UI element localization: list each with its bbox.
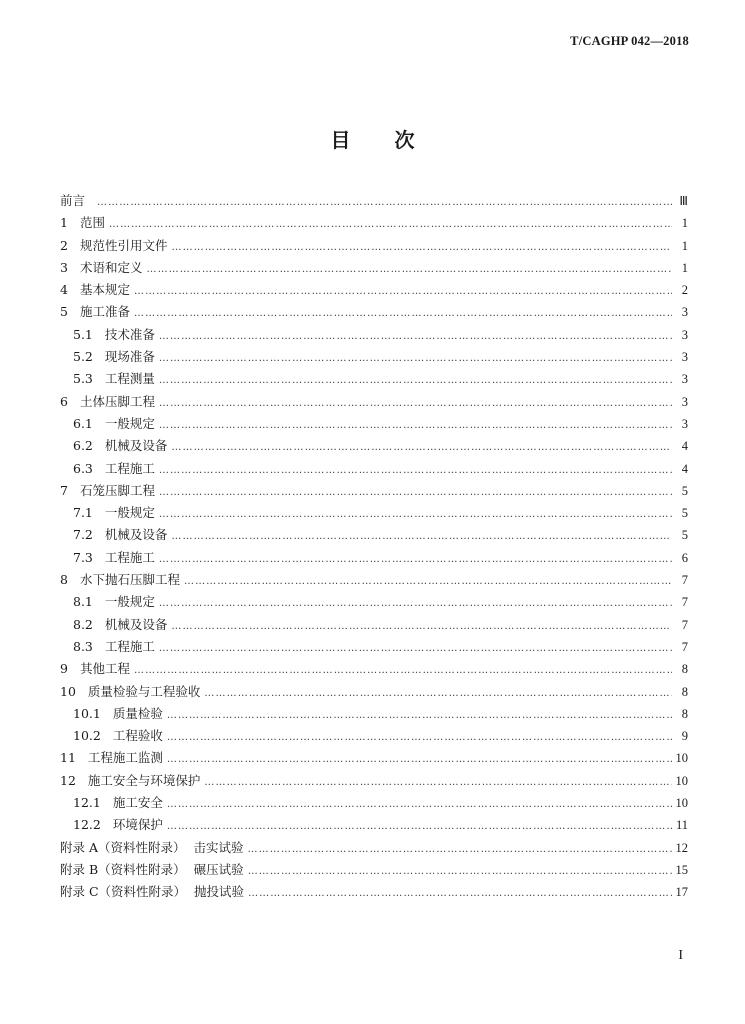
toc-entry-number: 1 (60, 215, 68, 231)
toc-entry[interactable] (60, 814, 688, 836)
toc-entry-page: 1 (681, 260, 688, 275)
toc-entry-page: 10 (675, 751, 688, 766)
toc-entry-title: 工程施工监测 (87, 750, 163, 766)
toc-entry-number: 附录 B（资料性附录） (60, 861, 186, 877)
toc-entry-title: 石笼压脚工程 (79, 482, 155, 498)
toc-entry-number: 5.2 (73, 349, 93, 365)
toc-entry-page: 6 (681, 550, 688, 565)
toc-leader-dots (204, 772, 671, 794)
toc-entry-title: 碾压试验 (193, 861, 244, 877)
toc-entry-title: 水下抛石压脚工程 (79, 572, 180, 588)
toc-entry-page: 3 (681, 350, 688, 365)
toc-entry-page: 7 (681, 617, 688, 632)
toc-entry-number: 8.3 (73, 638, 93, 654)
toc-leader-dots (159, 504, 672, 526)
toc-entry[interactable] (60, 368, 688, 390)
toc-leader-dots (134, 281, 672, 303)
toc-entry-page: 2 (681, 283, 688, 298)
toc-entry-title: 环境保护 (112, 817, 163, 833)
toc-leader-dots (171, 616, 672, 638)
toc-leader-dots (134, 303, 672, 325)
toc-entry-title: 工程施工 (104, 460, 155, 476)
table-of-contents (60, 190, 688, 904)
toc-entry-page: 8 (681, 706, 688, 721)
toc-entry-number: 2 (60, 237, 68, 253)
toc-entry-number: 5.3 (73, 371, 93, 387)
toc-entry[interactable] (60, 770, 688, 792)
toc-entry-page: 8 (681, 684, 688, 699)
page-title-left: 目 (330, 128, 351, 152)
toc-entry-number: 12 (60, 772, 76, 788)
toc-entry-number: 7.1 (73, 505, 93, 521)
toc-leader-dots (184, 571, 672, 593)
toc-entry[interactable] (60, 524, 688, 546)
toc-entry-title: 工程施工 (104, 549, 155, 565)
toc-entry-number: 7.2 (73, 527, 93, 543)
toc-leader-dots (171, 437, 672, 459)
toc-entry-number: 前言 (60, 193, 86, 208)
toc-leader-dots (204, 683, 672, 705)
page-title-right: 次 (394, 128, 415, 152)
toc-entry-number: 6.2 (73, 438, 93, 454)
toc-entry-title: 施工准备 (79, 304, 130, 320)
toc-entry[interactable] (60, 591, 688, 613)
toc-entry[interactable] (60, 792, 688, 814)
toc-leader-dots (167, 727, 672, 749)
toc-entry-page: 3 (681, 372, 688, 387)
toc-entry[interactable] (60, 391, 688, 413)
toc-entry-number: 6.3 (73, 460, 93, 476)
toc-entry[interactable] (60, 279, 688, 301)
toc-leader-dots (159, 593, 672, 615)
toc-entry-title: 工程施工 (104, 638, 155, 654)
toc-leader-dots (167, 816, 672, 838)
toc-entry-number: 7 (60, 482, 68, 498)
toc-entry[interactable] (60, 859, 688, 881)
toc-entry[interactable] (60, 747, 688, 769)
toc-entry-title: 抛投试验 (194, 884, 245, 900)
toc-entry-title: 技术准备 (104, 326, 155, 342)
toc-entry[interactable] (60, 681, 688, 703)
toc-entry-page: 3 (681, 327, 688, 342)
toc-entry-title: 一般规定 (104, 505, 155, 521)
toc-entry-title: 现场准备 (104, 349, 155, 365)
toc-entry[interactable] (60, 547, 688, 569)
toc-entry[interactable] (60, 636, 688, 658)
toc-entry-page: 7 (681, 595, 688, 610)
toc-entry[interactable] (60, 703, 688, 725)
toc-entry-number: 8 (60, 572, 68, 588)
toc-leader-dots (248, 839, 672, 861)
toc-entry[interactable] (60, 502, 688, 524)
page-title (0, 124, 745, 153)
toc-entry[interactable] (60, 837, 688, 859)
toc-leader-dots (159, 370, 672, 392)
toc-leader-dots (146, 259, 672, 281)
toc-entry[interactable] (60, 458, 688, 480)
toc-entry[interactable] (60, 658, 688, 680)
toc-entry-number: 3 (60, 259, 68, 275)
toc-entry[interactable] (60, 346, 688, 368)
toc-entry-title: 基本规定 (79, 282, 130, 298)
toc-leader-dots (109, 214, 672, 236)
toc-entry-number: 附录 C（资料性附录） (60, 884, 187, 900)
toc-entry-page: 8 (681, 662, 688, 677)
toc-leader-dots (159, 638, 672, 660)
toc-entry-title: 术语和定义 (79, 259, 143, 275)
toc-entry-title: 击实试验 (193, 839, 244, 855)
toc-entry[interactable] (60, 212, 688, 234)
toc-entry-page: 5 (681, 528, 688, 543)
toc-leader-dots (248, 883, 671, 905)
toc-entry-page: 15 (675, 862, 688, 877)
toc-entry-page: 12 (675, 840, 688, 855)
toc-leader-dots (159, 482, 672, 504)
toc-leader-dots (248, 861, 672, 883)
toc-entry-title: 施工安全与环境保护 (87, 772, 201, 788)
toc-entry-page: 11 (675, 818, 688, 833)
page-number: I (678, 948, 683, 963)
toc-leader-dots (159, 393, 672, 415)
toc-leader-dots (97, 192, 672, 214)
toc-entry[interactable] (60, 435, 688, 457)
toc-entry-title: 工程测量 (104, 371, 155, 387)
toc-entry-title: 土体压脚工程 (79, 393, 155, 409)
toc-entry-title: 范围 (79, 215, 105, 231)
toc-entry-title: 机械及设备 (104, 438, 168, 454)
toc-entry-title: 其他工程 (79, 661, 130, 677)
toc-entry[interactable] (60, 480, 688, 502)
toc-entry-title: 一般规定 (104, 594, 155, 610)
toc-entry-number: 10.1 (73, 705, 101, 721)
toc-entry-page: Ⅲ (679, 194, 688, 208)
toc-leader-dots (167, 705, 672, 727)
toc-entry-page: 1 (681, 238, 688, 253)
toc-entry[interactable] (60, 614, 688, 636)
toc-entry-number: 4 (60, 282, 68, 298)
toc-leader-dots (171, 526, 672, 548)
toc-leader-dots (159, 415, 672, 437)
toc-entry-number: 7.3 (73, 549, 93, 565)
toc-entry-title: 规范性引用文件 (79, 237, 168, 253)
toc-entry-number: 11 (60, 750, 76, 766)
toc-leader-dots (167, 794, 672, 816)
toc-leader-dots (167, 749, 672, 771)
toc-leader-dots (159, 460, 672, 482)
toc-entry-page: 10 (675, 773, 688, 788)
toc-entry-page: 3 (681, 305, 688, 320)
toc-entry-number: 5 (60, 304, 68, 320)
toc-leader-dots (159, 348, 672, 370)
toc-entry-title: 质量检验与工程验收 (87, 683, 201, 699)
toc-entry-number: 9 (60, 661, 68, 677)
toc-entry-number: 12.2 (73, 817, 101, 833)
toc-entry-page: 3 (681, 394, 688, 409)
toc-entry[interactable] (60, 257, 688, 279)
toc-entry-page: 4 (681, 461, 688, 476)
toc-entry[interactable] (60, 413, 688, 435)
toc-entry-title: 工程验收 (112, 728, 163, 744)
toc-leader-dots (159, 549, 672, 571)
toc-entry-title: 机械及设备 (104, 616, 168, 632)
toc-entry[interactable] (60, 881, 688, 903)
toc-entry-number: 6 (60, 393, 68, 409)
toc-entry-number: 8.1 (73, 594, 93, 610)
toc-leader-dots (171, 237, 672, 259)
toc-entry-page: 1 (681, 216, 688, 231)
standard-number: T/CAGHP 042—2018 (570, 34, 689, 48)
toc-entry-page: 7 (681, 573, 688, 588)
toc-entry[interactable] (60, 324, 688, 346)
toc-entry-title: 质量检验 (112, 705, 163, 721)
toc-entry-page: 17 (675, 885, 688, 900)
toc-entry-title: 机械及设备 (104, 527, 168, 543)
toc-entry-page: 4 (681, 439, 688, 454)
toc-entry-page: 5 (681, 483, 688, 498)
toc-entry-number: 10.2 (73, 728, 101, 744)
toc-entry-number: 6.1 (73, 415, 93, 431)
toc-entry-title: 一般规定 (104, 415, 155, 431)
toc-entry[interactable] (60, 235, 688, 257)
toc-entry[interactable] (60, 190, 688, 212)
toc-entry[interactable] (60, 569, 688, 591)
toc-entry[interactable] (60, 301, 688, 323)
toc-entry-number: 12.1 (73, 795, 101, 811)
toc-entry-page: 9 (681, 729, 688, 744)
toc-leader-dots (159, 326, 672, 348)
toc-entry-number: 附录 A（资料性附录） (60, 839, 186, 855)
toc-entry-page: 3 (681, 416, 688, 431)
toc-entry-page: 10 (675, 796, 688, 811)
toc-entry[interactable] (60, 725, 688, 747)
toc-entry-page: 7 (681, 639, 688, 654)
toc-entry-number: 10 (60, 683, 76, 699)
toc-entry-title: 施工安全 (112, 795, 163, 811)
toc-entry-number: 5.1 (73, 326, 93, 342)
toc-leader-dots (134, 660, 672, 682)
toc-entry-number: 8.2 (73, 616, 93, 632)
toc-entry-page: 5 (681, 506, 688, 521)
